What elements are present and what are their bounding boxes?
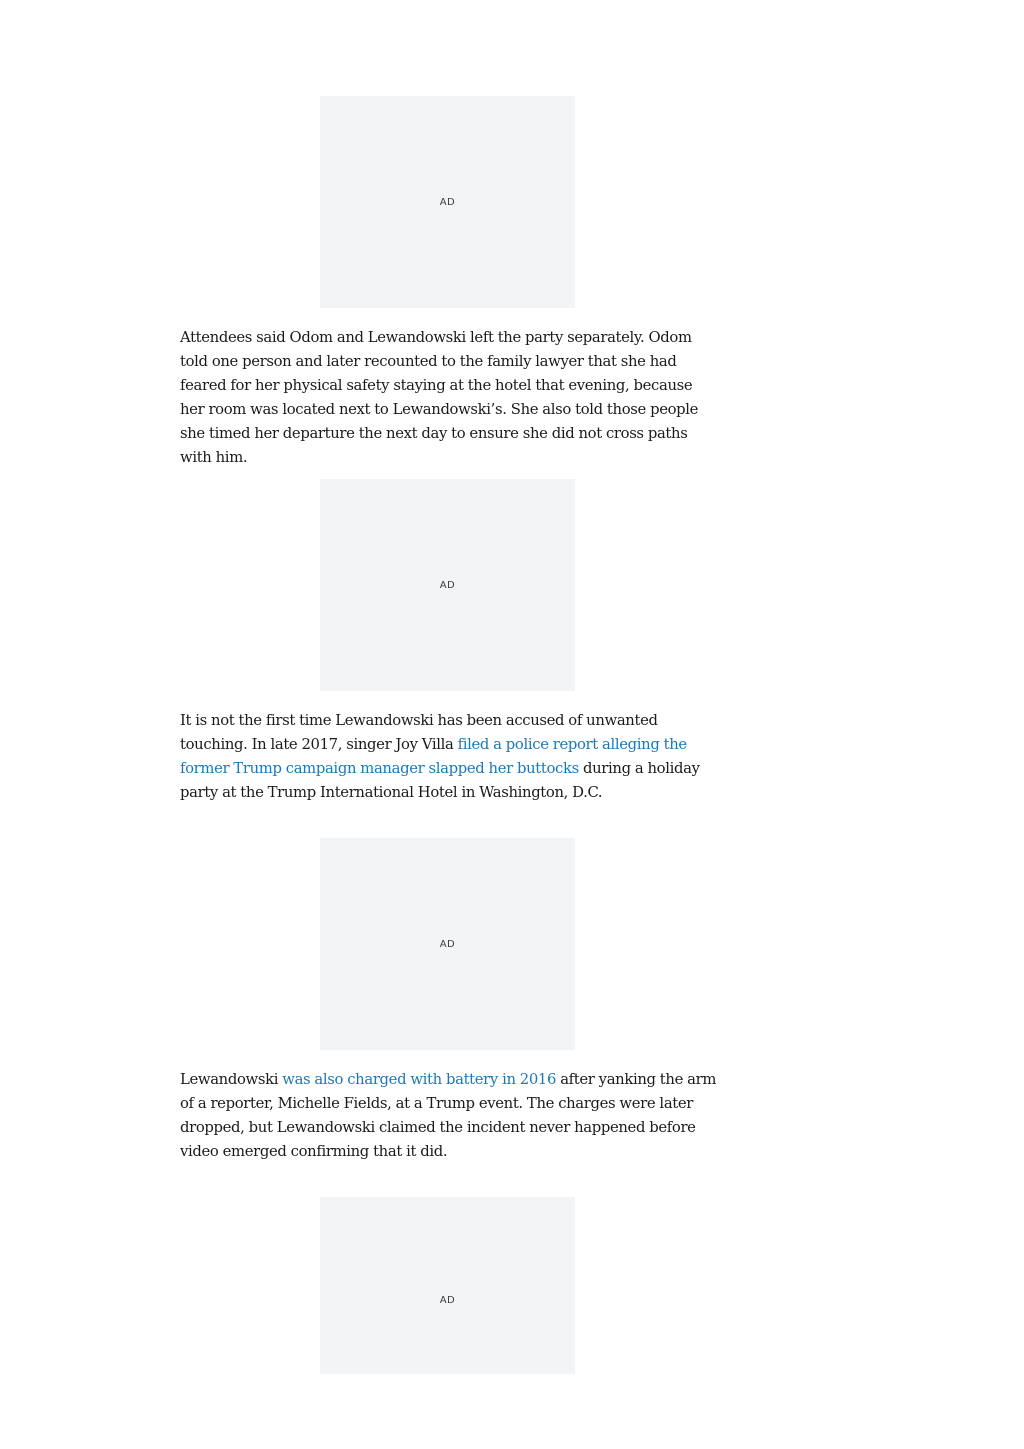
article-paragraph-1: [180, 326, 720, 469]
paragraph-2-text-after: during a holiday party at the Trump International Hotel in Washington, D.C.: [180, 759, 700, 801]
ad-label: AD: [439, 196, 456, 208]
ad-slot-1[interactable]: [320, 96, 575, 308]
article-paragraph-3: [180, 1068, 720, 1164]
paragraph-3-text-after: after yanking the arm of a reporter, Michelle Fields, at a Trump event. The charges were later dropped, but Lewandowski claimed the incident never happened before video emerged confirming that it did.: [180, 1071, 717, 1160]
ad-label: AD: [439, 938, 456, 950]
paragraph-2-text-before: It is not the first time Lewandowski has been accused of unwanted touching. In late 2017, singer Joy Villa: [180, 712, 658, 753]
ad-slot-2[interactable]: [320, 479, 575, 691]
paragraph-3-text-before: Lewandowski: [180, 1071, 283, 1088]
article-paragraph-2: [180, 709, 720, 805]
paragraph-1-text: Attendees said Odom and Lewandowski left the party separately. Odom told one person and later recounted to the family lawyer that she had feared for her physical safety staying at the hotel that evening, because her room was located next to Lewandowski’s. She also told those people she timed her departure the next day to ensure she did not cross paths with him.: [180, 329, 699, 466]
police-report-link[interactable]: filed a police report alleging the former Trump campaign manager slapped her buttocks: [180, 735, 687, 777]
ad-slot-4[interactable]: [320, 1197, 575, 1374]
battery-charge-link[interactable]: was also charged with battery in 2016: [282, 1071, 557, 1088]
ad-label: AD: [439, 579, 456, 591]
ad-label: AD: [439, 1295, 456, 1306]
ad-slot-3[interactable]: [320, 838, 575, 1050]
